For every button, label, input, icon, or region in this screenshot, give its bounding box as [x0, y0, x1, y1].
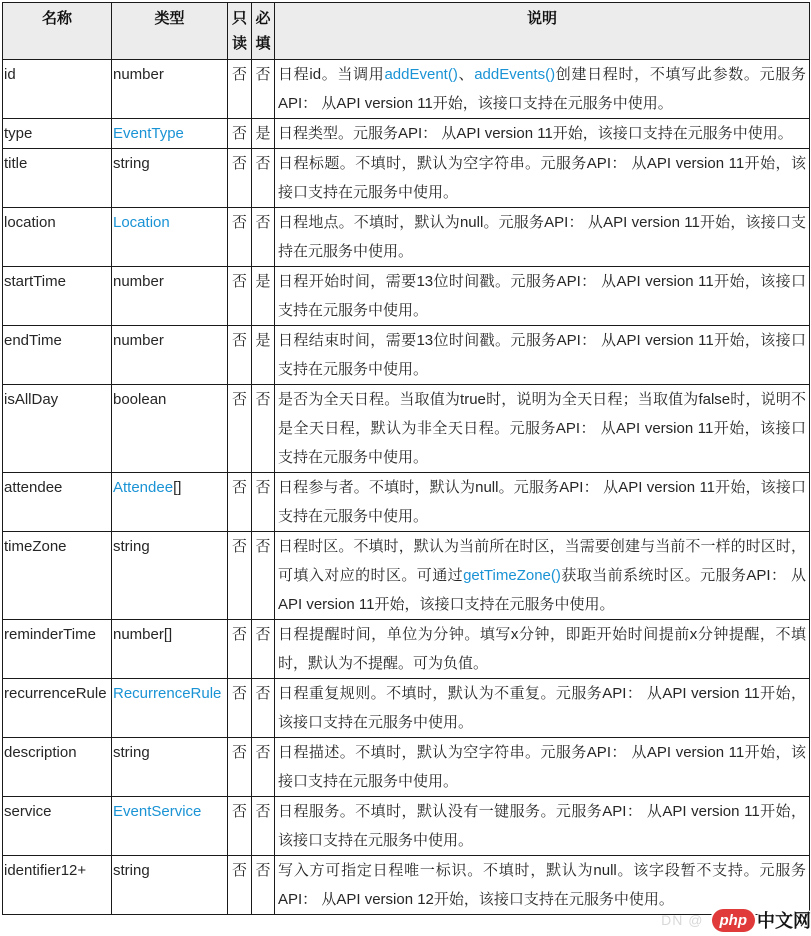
param-name: reminderTime	[3, 620, 112, 679]
watermark-site-name: 中文网	[757, 911, 811, 931]
param-required: 是	[252, 267, 275, 326]
doc-link[interactable]: addEvent()	[384, 66, 458, 83]
table-row	[3, 473, 810, 532]
param-type: number	[112, 326, 228, 385]
param-type: number	[112, 60, 228, 119]
param-name: recurrenceRule	[3, 679, 112, 738]
param-name: timeZone	[3, 532, 112, 620]
param-name: startTime	[3, 267, 112, 326]
param-required: 否	[252, 60, 275, 119]
param-required: 否	[252, 149, 275, 208]
doc-link[interactable]: EventType	[113, 125, 184, 142]
param-name: type	[3, 119, 112, 149]
table-row	[3, 385, 810, 473]
param-required: 否	[252, 620, 275, 679]
table-row	[3, 856, 810, 915]
param-readonly: 否	[228, 60, 252, 119]
param-readonly: 否	[228, 797, 252, 856]
param-name: attendee	[3, 473, 112, 532]
watermark-text: DN @	[661, 912, 704, 928]
col-header-type: 类型	[112, 3, 228, 60]
param-readonly: 否	[228, 149, 252, 208]
param-name: id	[3, 60, 112, 119]
table-row	[3, 620, 810, 679]
param-required: 是	[252, 119, 275, 149]
param-description: 日程描述。不填时，默认为空字符串。元服务API： 从API version 11开始，该接口支持在元服务中使用。	[275, 738, 810, 797]
param-type: Attendee[]	[112, 473, 228, 532]
param-readonly: 否	[228, 620, 252, 679]
table-row	[3, 797, 810, 856]
php-logo: php	[712, 909, 756, 932]
param-type: number	[112, 267, 228, 326]
doc-link[interactable]: getTimeZone()	[463, 567, 561, 584]
doc-link[interactable]: EventService	[113, 803, 202, 820]
doc-link[interactable]: addEvents()	[474, 66, 556, 83]
param-description: 日程结束时间，需要13位时间戳。元服务API： 从API version 11开始，该接口支持在元服务中使用。	[275, 326, 810, 385]
param-required: 否	[252, 679, 275, 738]
param-readonly: 否	[228, 385, 252, 473]
table-row	[3, 532, 810, 620]
param-required: 否	[252, 532, 275, 620]
param-type	[112, 119, 228, 149]
param-name: endTime	[3, 326, 112, 385]
table-row	[3, 679, 810, 738]
param-name: service	[3, 797, 112, 856]
param-type: boolean	[112, 385, 228, 473]
param-readonly: 否	[228, 326, 252, 385]
param-type: string	[112, 738, 228, 797]
doc-link[interactable]: RecurrenceRule	[113, 685, 222, 702]
param-readonly: 否	[228, 208, 252, 267]
param-readonly: 否	[228, 473, 252, 532]
param-type: string	[112, 149, 228, 208]
param-readonly: 否	[228, 267, 252, 326]
param-name: identifier12+	[3, 856, 112, 915]
table-row	[3, 119, 810, 149]
table-row	[3, 326, 810, 385]
param-description: 日程开始时间，需要13位时间戳。元服务API： 从API version 11开始，该接口支持在元服务中使用。	[275, 267, 810, 326]
param-description: 日程提醒时间，单位为分钟。填写x分钟，即距开始时间提前x分钟提醒，不填时，默认为不提醒。可为负值。	[275, 620, 810, 679]
table-row	[3, 60, 810, 119]
param-description: 是否为全天日程。当取值为true时，说明为全天日程；当取值为false时，说明不是全天日程，默认为非全天日程。元服务API： 从API version 11开始，该接口支持在元服务中使用。	[275, 385, 810, 473]
param-required: 否	[252, 385, 275, 473]
param-name: title	[3, 149, 112, 208]
col-header-description: 说明	[275, 3, 810, 60]
param-name: description	[3, 738, 112, 797]
table-row	[3, 208, 810, 267]
doc-link[interactable]: Attendee	[113, 479, 174, 496]
param-description: 日程参与者。不填时，默认为null。元服务API： 从API version 11开始，该接口支持在元服务中使用。	[275, 473, 810, 532]
param-type	[112, 208, 228, 267]
param-readonly: 否	[228, 679, 252, 738]
param-description: 日程类型。元服务API： 从API version 11开始，该接口支持在元服务中使用。	[275, 119, 810, 149]
api-params-table	[2, 2, 810, 915]
param-required: 否	[252, 208, 275, 267]
param-required: 否	[252, 856, 275, 915]
param-description: 日程地点。不填时，默认为null。元服务API： 从API version 11开始，该接口支持在元服务中使用。	[275, 208, 810, 267]
param-readonly: 否	[228, 738, 252, 797]
header-row	[3, 3, 810, 60]
table-row	[3, 738, 810, 797]
table-row	[3, 267, 810, 326]
param-readonly: 否	[228, 856, 252, 915]
doc-link[interactable]: Location	[113, 214, 170, 231]
col-header-required: 必填	[252, 3, 275, 60]
param-description: 日程服务。不填时，默认没有一键服务。元服务API： 从API version 11开始，该接口支持在元服务中使用。	[275, 797, 810, 856]
param-type	[112, 797, 228, 856]
param-name: isAllDay	[3, 385, 112, 473]
watermark	[661, 907, 811, 933]
param-readonly: 否	[228, 532, 252, 620]
param-name: location	[3, 208, 112, 267]
param-description: 日程重复规则。不填时，默认为不重复。元服务API： 从API version 11开始，该接口支持在元服务中使用。	[275, 679, 810, 738]
param-description: 日程标题。不填时，默认为空字符串。元服务API： 从API version 11开始，该接口支持在元服务中使用。	[275, 149, 810, 208]
param-type	[112, 679, 228, 738]
param-description: 日程时区。不填时，默认为当前所在时区，当需要创建与当前不一样的时区时，可填入对应的时区。可通过getTimeZone()获取当前系统时区。元服务API： 从API version 11开始，该接口支持在元服务中使用。	[275, 532, 810, 620]
param-required: 否	[252, 738, 275, 797]
param-type: string	[112, 532, 228, 620]
param-description: 写入方可指定日程唯一标识。不填时，默认为null。该字段暂不支持。元服务API： 从API version 12开始，该接口支持在元服务中使用。	[275, 856, 810, 915]
param-type: string	[112, 856, 228, 915]
col-header-readonly: 只读	[228, 3, 252, 60]
param-description: 日程id。当调用addEvent()、addEvents()创建日程时，不填写此参数。元服务API： 从API version 11开始，该接口支持在元服务中使用。	[275, 60, 810, 119]
param-required: 否	[252, 797, 275, 856]
param-readonly: 否	[228, 119, 252, 149]
param-required: 否	[252, 473, 275, 532]
param-type: number[]	[112, 620, 228, 679]
param-required: 是	[252, 326, 275, 385]
col-header-name: 名称	[3, 3, 112, 60]
table-row	[3, 149, 810, 208]
